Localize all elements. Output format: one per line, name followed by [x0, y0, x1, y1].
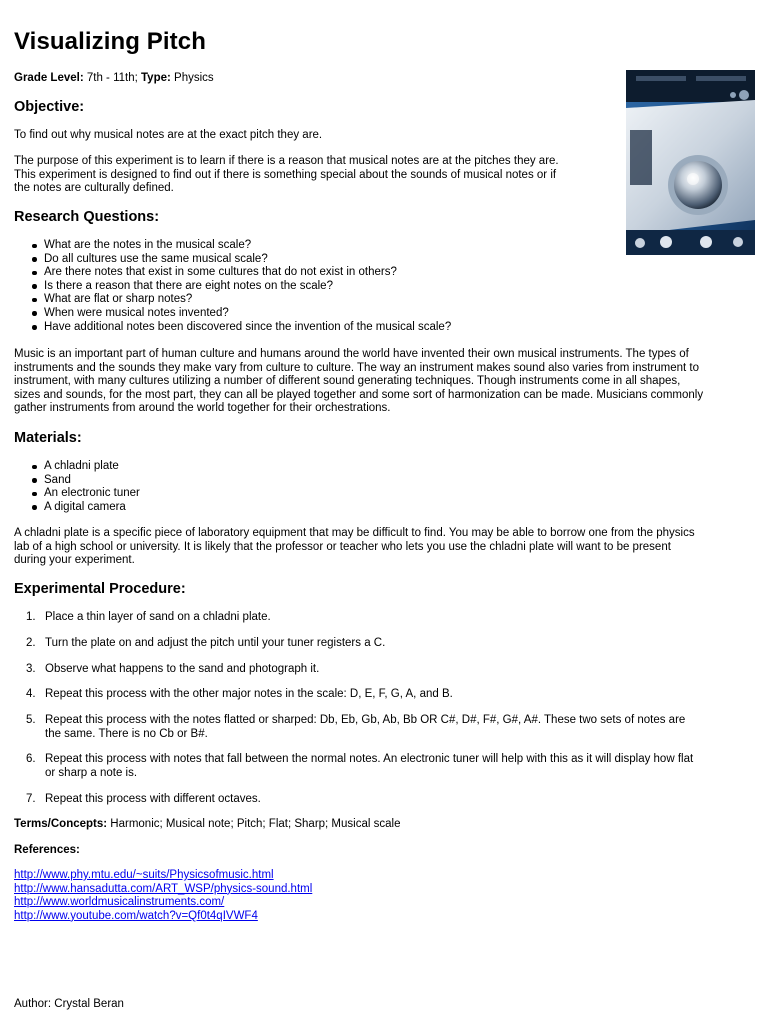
step-number: 3. [26, 663, 36, 675]
step-text: Repeat this process with the notes flatted or sharped: Db, Eb, Gb, Ab, Bb OR C#, D#, F#, G#, A#. These two sets of notes are [45, 714, 686, 726]
research-heading: Research Questions: [14, 209, 160, 225]
list-item: A chladni plate [28, 460, 140, 474]
list-item: What are flat or sharp notes? [28, 293, 451, 307]
step-number: 4. [26, 688, 36, 700]
terms-label: Terms/Concepts: [14, 818, 108, 830]
step-number: 5. [26, 714, 36, 726]
stereo-amplifier-illustration [626, 70, 755, 255]
list-item: An electronic tuner [28, 487, 140, 501]
step-number: 7. [26, 793, 36, 805]
step-text: Turn the plate on and adjust the pitch until your tuner registers a C. [45, 637, 386, 649]
research-para-line-2: instruments and the sounds they make vary from culture to culture. The way an instrument makes sound also varies from instrument to [14, 361, 699, 374]
materials-heading: Materials: [14, 430, 82, 446]
list-item [14, 663, 750, 677]
materials-para-line-2: lab of a high school or university. It is likely that the professor or teacher who lets you use the chladni plate will want to be present [14, 540, 671, 553]
references-heading: References: [14, 844, 80, 856]
objective-heading: Objective: [14, 99, 85, 115]
step-text: Observe what happens to the sand and photograph it. [45, 663, 320, 675]
list-item: Do all cultures use the same musical scale? [28, 253, 451, 267]
grade-label: Grade Level: [14, 72, 84, 84]
list-item: Have additional notes been discovered since the invention of the musical scale? [28, 321, 451, 335]
objective-para-line-3: the notes are culturally defined. [14, 182, 174, 195]
list-item [14, 688, 750, 702]
list-item: A digital camera [28, 501, 140, 515]
reference-link[interactable]: http://www.worldmusicalinstruments.com/ [14, 896, 225, 909]
meta-line [14, 72, 214, 86]
list-item [14, 714, 750, 741]
research-para-line-5: gather instruments from around the world together for their orchestrations. [14, 402, 391, 415]
research-para-line-1: Music is an important part of human culture and humans around the world have invented their own musical instruments. The types of [14, 348, 689, 360]
list-item: Is there a reason that there are eight notes on the scale? [28, 280, 451, 294]
list-item: What are the notes in the musical scale? [28, 239, 451, 253]
list-item: Are there notes that exist in some cultures that do not exist in others? [28, 266, 451, 280]
objective-para-line-1: The purpose of this experiment is to learn if there is a reason that musical notes are at the pitches they are. [14, 155, 559, 167]
terms-value: Harmonic; Musical note; Pitch; Flat; Sharp; Musical scale [110, 818, 401, 830]
list-item: Sand [28, 474, 140, 488]
list-item [14, 793, 750, 807]
materials-list [28, 460, 140, 514]
author-line: Author: Crystal Beran [14, 998, 124, 1010]
references-list [14, 869, 312, 923]
step-text: Repeat this process with different octaves. [45, 793, 261, 805]
step-text: Repeat this process with notes that fall between the normal notes. An electronic tuner will help with this as it will display how flat [45, 753, 694, 765]
research-para-line-3: instrument, with many cultures utilizing a number of different sound generating techniques. Though instruments come in all shapes, [14, 375, 681, 388]
materials-para-line-1: A chladni plate is a specific piece of laboratory equipment that may be difficult to find. You may be able to borrow one from the physics [14, 527, 695, 539]
objective-para-line-2: This experiment is designed to find out if there is something special about the sounds of musical notes or if [14, 168, 557, 181]
type-value: Physics [174, 72, 214, 84]
step-number: 1. [26, 611, 36, 623]
research-para-line-4: sizes and sounds, for the most part, they can all be played together and some sort of harmonization can be made. Musicians commonly [14, 388, 704, 401]
page-title: Visualizing Pitch [14, 28, 206, 55]
step-text: Place a thin layer of sand on a chladni plate. [45, 611, 271, 623]
stereo-amplifier-photo [626, 70, 755, 255]
objective-line: To find out why musical notes are at the exact pitch they are. [14, 129, 323, 141]
research-questions-list [28, 239, 451, 334]
reference-link[interactable]: http://www.youtube.com/watch?v=Qf0t4qIVWF4 [14, 909, 258, 922]
reference-link[interactable]: http://www.phy.mtu.edu/~suits/Physicsofmusic.html [14, 869, 274, 881]
list-item [14, 611, 750, 625]
type-label: Type: [141, 72, 171, 84]
step-text: or sharp a note is. [45, 766, 138, 779]
step-text: the same. There is no Cb or B#. [45, 727, 208, 740]
list-item [14, 753, 750, 780]
grade-value: 7th - 11th; [86, 72, 138, 84]
step-number: 6. [26, 753, 36, 765]
step-text: Repeat this process with the other major notes in the scale: D, E, F, G, A, and B. [45, 688, 453, 700]
terms-line [14, 818, 400, 832]
procedure-heading: Experimental Procedure: [14, 581, 186, 597]
list-item: When were musical notes invented? [28, 307, 451, 321]
step-number: 2. [26, 637, 36, 649]
reference-link[interactable]: http://www.hansadutta.com/ART_WSP/physics-sound.html [14, 882, 313, 895]
list-item [14, 637, 750, 651]
materials-para-line-3: during your experiment. [14, 554, 135, 567]
